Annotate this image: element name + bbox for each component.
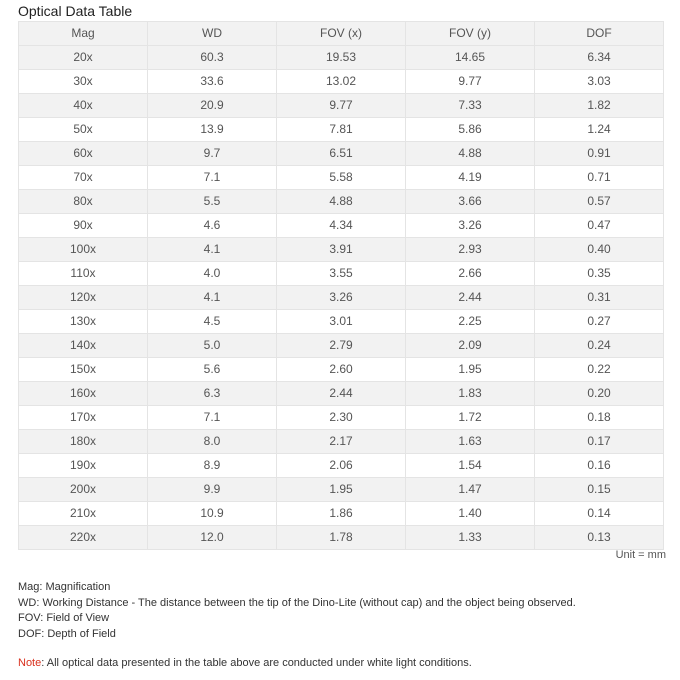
cell-fov-x: 3.26 bbox=[277, 286, 406, 310]
table-row bbox=[19, 430, 664, 454]
cell-dof: 0.15 bbox=[535, 478, 664, 502]
cell-fov-y: 7.33 bbox=[406, 94, 535, 118]
table-row bbox=[19, 526, 664, 550]
cell-dof: 0.35 bbox=[535, 262, 664, 286]
legend-item-dof: DOF: Depth of Field bbox=[18, 627, 116, 640]
cell-dof: 0.18 bbox=[535, 406, 664, 430]
column-header-wd: WD bbox=[148, 22, 277, 46]
cell-fov-x: 2.44 bbox=[277, 382, 406, 406]
cell-wd: 33.6 bbox=[148, 70, 277, 94]
cell-mag: 190x bbox=[19, 454, 148, 478]
cell-fov-y: 9.77 bbox=[406, 70, 535, 94]
cell-dof: 0.14 bbox=[535, 502, 664, 526]
cell-mag: 160x bbox=[19, 382, 148, 406]
table-row bbox=[19, 406, 664, 430]
table-row bbox=[19, 142, 664, 166]
cell-mag: 200x bbox=[19, 478, 148, 502]
cell-fov-x: 7.81 bbox=[277, 118, 406, 142]
cell-wd: 13.9 bbox=[148, 118, 277, 142]
cell-fov-y: 1.54 bbox=[406, 454, 535, 478]
cell-fov-y: 2.25 bbox=[406, 310, 535, 334]
table-row bbox=[19, 454, 664, 478]
cell-mag: 130x bbox=[19, 310, 148, 334]
cell-mag: 140x bbox=[19, 334, 148, 358]
cell-wd: 6.3 bbox=[148, 382, 277, 406]
cell-dof: 0.31 bbox=[535, 286, 664, 310]
table-row bbox=[19, 478, 664, 502]
cell-wd: 4.0 bbox=[148, 262, 277, 286]
cell-dof: 0.57 bbox=[535, 190, 664, 214]
cell-dof: 0.13 bbox=[535, 526, 664, 550]
cell-dof: 0.47 bbox=[535, 214, 664, 238]
table-body bbox=[19, 46, 664, 550]
cell-fov-y: 1.95 bbox=[406, 358, 535, 382]
cell-fov-x: 5.58 bbox=[277, 166, 406, 190]
cell-wd: 8.0 bbox=[148, 430, 277, 454]
cell-wd: 5.6 bbox=[148, 358, 277, 382]
column-header-dof: DOF bbox=[535, 22, 664, 46]
cell-dof: 6.34 bbox=[535, 46, 664, 70]
table-row bbox=[19, 382, 664, 406]
unit-label: Unit = mm bbox=[615, 549, 666, 561]
cell-fov-x: 1.86 bbox=[277, 502, 406, 526]
legend-item-wd: WD: Working Distance - The distance between the tip of the Dino-Lite (without cap) and the object being observed. bbox=[18, 596, 576, 609]
cell-dof: 0.24 bbox=[535, 334, 664, 358]
cell-mag: 90x bbox=[19, 214, 148, 238]
optical-data-table bbox=[18, 21, 664, 550]
cell-fov-x: 3.55 bbox=[277, 262, 406, 286]
column-header-mag: Mag bbox=[19, 22, 148, 46]
table-row bbox=[19, 334, 664, 358]
legend bbox=[18, 580, 576, 642]
cell-mag: 50x bbox=[19, 118, 148, 142]
cell-fov-y: 2.93 bbox=[406, 238, 535, 262]
cell-fov-x: 6.51 bbox=[277, 142, 406, 166]
cell-fov-y: 2.44 bbox=[406, 286, 535, 310]
table-row bbox=[19, 502, 664, 526]
cell-mag: 70x bbox=[19, 166, 148, 190]
cell-dof: 3.03 bbox=[535, 70, 664, 94]
cell-fov-x: 2.60 bbox=[277, 358, 406, 382]
cell-mag: 180x bbox=[19, 430, 148, 454]
cell-mag: 170x bbox=[19, 406, 148, 430]
cell-dof: 1.24 bbox=[535, 118, 664, 142]
cell-wd: 7.1 bbox=[148, 166, 277, 190]
cell-dof: 0.27 bbox=[535, 310, 664, 334]
column-header-fov-x: FOV (x) bbox=[277, 22, 406, 46]
cell-wd: 4.6 bbox=[148, 214, 277, 238]
cell-dof: 1.82 bbox=[535, 94, 664, 118]
table-row bbox=[19, 70, 664, 94]
cell-wd: 4.5 bbox=[148, 310, 277, 334]
cell-dof: 0.20 bbox=[535, 382, 664, 406]
cell-dof: 0.17 bbox=[535, 430, 664, 454]
cell-mag: 60x bbox=[19, 142, 148, 166]
cell-fov-y: 3.66 bbox=[406, 190, 535, 214]
note-text: : All optical data presented in the table above are conducted under white light conditions. bbox=[41, 657, 472, 669]
table-row bbox=[19, 238, 664, 262]
cell-dof: 0.91 bbox=[535, 142, 664, 166]
note-label: Note bbox=[18, 657, 42, 669]
cell-mag: 120x bbox=[19, 286, 148, 310]
table-row bbox=[19, 310, 664, 334]
cell-wd: 10.9 bbox=[148, 502, 277, 526]
cell-fov-y: 1.47 bbox=[406, 478, 535, 502]
cell-fov-y: 4.19 bbox=[406, 166, 535, 190]
legend-item-fov: FOV: Field of View bbox=[18, 612, 110, 624]
column-header-fov-y: FOV (y) bbox=[406, 22, 535, 46]
table-row bbox=[19, 286, 664, 310]
cell-fov-y: 4.88 bbox=[406, 142, 535, 166]
cell-mag: 150x bbox=[19, 358, 148, 382]
note bbox=[18, 657, 472, 669]
cell-fov-y: 3.26 bbox=[406, 214, 535, 238]
cell-fov-y: 1.83 bbox=[406, 382, 535, 406]
cell-fov-x: 3.01 bbox=[277, 310, 406, 334]
cell-mag: 40x bbox=[19, 94, 148, 118]
cell-wd: 60.3 bbox=[148, 46, 277, 70]
cell-fov-x: 1.78 bbox=[277, 526, 406, 550]
table-row bbox=[19, 190, 664, 214]
page-title: Optical Data Table bbox=[18, 3, 133, 19]
cell-wd: 5.5 bbox=[148, 190, 277, 214]
cell-dof: 0.22 bbox=[535, 358, 664, 382]
cell-fov-x: 2.30 bbox=[277, 406, 406, 430]
cell-fov-x: 3.91 bbox=[277, 238, 406, 262]
cell-fov-x: 4.34 bbox=[277, 214, 406, 238]
cell-mag: 220x bbox=[19, 526, 148, 550]
cell-mag: 210x bbox=[19, 502, 148, 526]
cell-mag: 100x bbox=[19, 238, 148, 262]
cell-fov-x: 1.95 bbox=[277, 478, 406, 502]
cell-wd: 7.1 bbox=[148, 406, 277, 430]
cell-fov-y: 2.66 bbox=[406, 262, 535, 286]
table-row bbox=[19, 214, 664, 238]
cell-wd: 9.7 bbox=[148, 142, 277, 166]
legend-item-mag: Mag: Magnification bbox=[18, 581, 111, 593]
cell-mag: 80x bbox=[19, 190, 148, 214]
cell-fov-y: 1.40 bbox=[406, 502, 535, 526]
cell-fov-y: 1.33 bbox=[406, 526, 535, 550]
table-row bbox=[19, 94, 664, 118]
cell-fov-y: 2.09 bbox=[406, 334, 535, 358]
cell-fov-y: 14.65 bbox=[406, 46, 535, 70]
cell-wd: 5.0 bbox=[148, 334, 277, 358]
cell-fov-x: 2.17 bbox=[277, 430, 406, 454]
cell-wd: 8.9 bbox=[148, 454, 277, 478]
cell-wd: 12.0 bbox=[148, 526, 277, 550]
cell-fov-x: 2.06 bbox=[277, 454, 406, 478]
cell-fov-x: 4.88 bbox=[277, 190, 406, 214]
cell-mag: 110x bbox=[19, 262, 148, 286]
table-row bbox=[19, 358, 664, 382]
table-row bbox=[19, 118, 664, 142]
cell-fov-x: 2.79 bbox=[277, 334, 406, 358]
cell-wd: 20.9 bbox=[148, 94, 277, 118]
table-row bbox=[19, 166, 664, 190]
table-row bbox=[19, 46, 664, 70]
cell-fov-x: 9.77 bbox=[277, 94, 406, 118]
cell-dof: 0.16 bbox=[535, 454, 664, 478]
cell-fov-x: 13.02 bbox=[277, 70, 406, 94]
cell-fov-y: 1.72 bbox=[406, 406, 535, 430]
cell-fov-y: 1.63 bbox=[406, 430, 535, 454]
cell-mag: 20x bbox=[19, 46, 148, 70]
cell-wd: 9.9 bbox=[148, 478, 277, 502]
cell-wd: 4.1 bbox=[148, 286, 277, 310]
cell-mag: 30x bbox=[19, 70, 148, 94]
cell-wd: 4.1 bbox=[148, 238, 277, 262]
cell-dof: 0.40 bbox=[535, 238, 664, 262]
table-row bbox=[19, 262, 664, 286]
table-header-row bbox=[19, 22, 664, 46]
cell-dof: 0.71 bbox=[535, 166, 664, 190]
cell-fov-x: 19.53 bbox=[277, 46, 406, 70]
cell-fov-y: 5.86 bbox=[406, 118, 535, 142]
